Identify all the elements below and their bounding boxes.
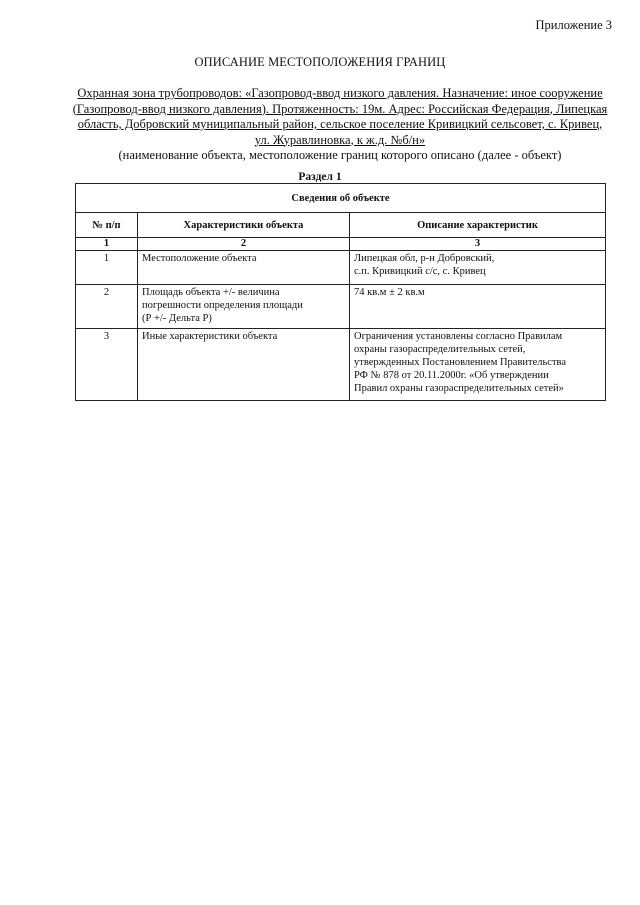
- object-info-table: [75, 183, 606, 401]
- document-title: ОПИСАНИЕ МЕСТОПОЛОЖЕНИЯ ГРАНИЦ: [194, 55, 446, 69]
- table-row: [76, 329, 606, 401]
- column-number-row: [76, 238, 606, 251]
- column-header-characteristic: Характеристики объекта: [138, 213, 350, 238]
- table-caption: Сведения об объекте: [76, 184, 606, 213]
- row-description: 74 кв.м ± 2 кв.м: [350, 285, 606, 329]
- appendix-label: Приложение 3: [535, 18, 612, 32]
- column-number-2: 2: [138, 238, 350, 251]
- row-description: Ограничения установлены согласно Правилам охраны газораспределительных сетей, утвержденных Постановлением Правительства РФ № 878 от 20.11.2000г. «Об утверждении Правил охраны газораспределительных сетей»: [350, 329, 606, 401]
- table-header-row: [76, 213, 606, 238]
- table-row: [76, 285, 606, 329]
- row-characteristic: Местоположение объекта: [138, 251, 350, 285]
- column-number-1: 1: [76, 238, 138, 251]
- row-number: 2: [76, 285, 138, 329]
- object-description: [70, 86, 610, 164]
- column-number-3: 3: [350, 238, 606, 251]
- table-caption-row: [76, 184, 606, 213]
- table-row: [76, 251, 606, 285]
- column-header-description: Описание характеристик: [350, 213, 606, 238]
- row-characteristic: Иные характеристики объекта: [138, 329, 350, 401]
- row-characteristic: Площадь объекта +/- величина погрешности определения площади (Р +/- Дельта Р): [138, 285, 350, 329]
- row-description: Липецкая обл, р-н Добровский, с.п. Кривицкий с/с, с. Кривец: [350, 251, 606, 285]
- column-header-number: № п/п: [76, 213, 138, 238]
- row-number: 3: [76, 329, 138, 401]
- row-number: 1: [76, 251, 138, 285]
- object-name: Охранная зона трубопроводов: «Газопровод-ввод низкого давления. Назначение: иное сооружение (Газопровод-ввод низкого давления). Протяженность: 19м. Адрес: Российская Федерация, Липецкая область, Добровский муниципальный район, сельское поселение Кривицкий сельсовет, с. Кривец, ул. Журавлиновка, к ж.д. №б/н»: [72, 86, 608, 147]
- section-title: Раздел 1: [298, 171, 342, 183]
- object-caption: (наименование объекта, местоположение границ которого описано (далее - объект): [118, 148, 562, 162]
